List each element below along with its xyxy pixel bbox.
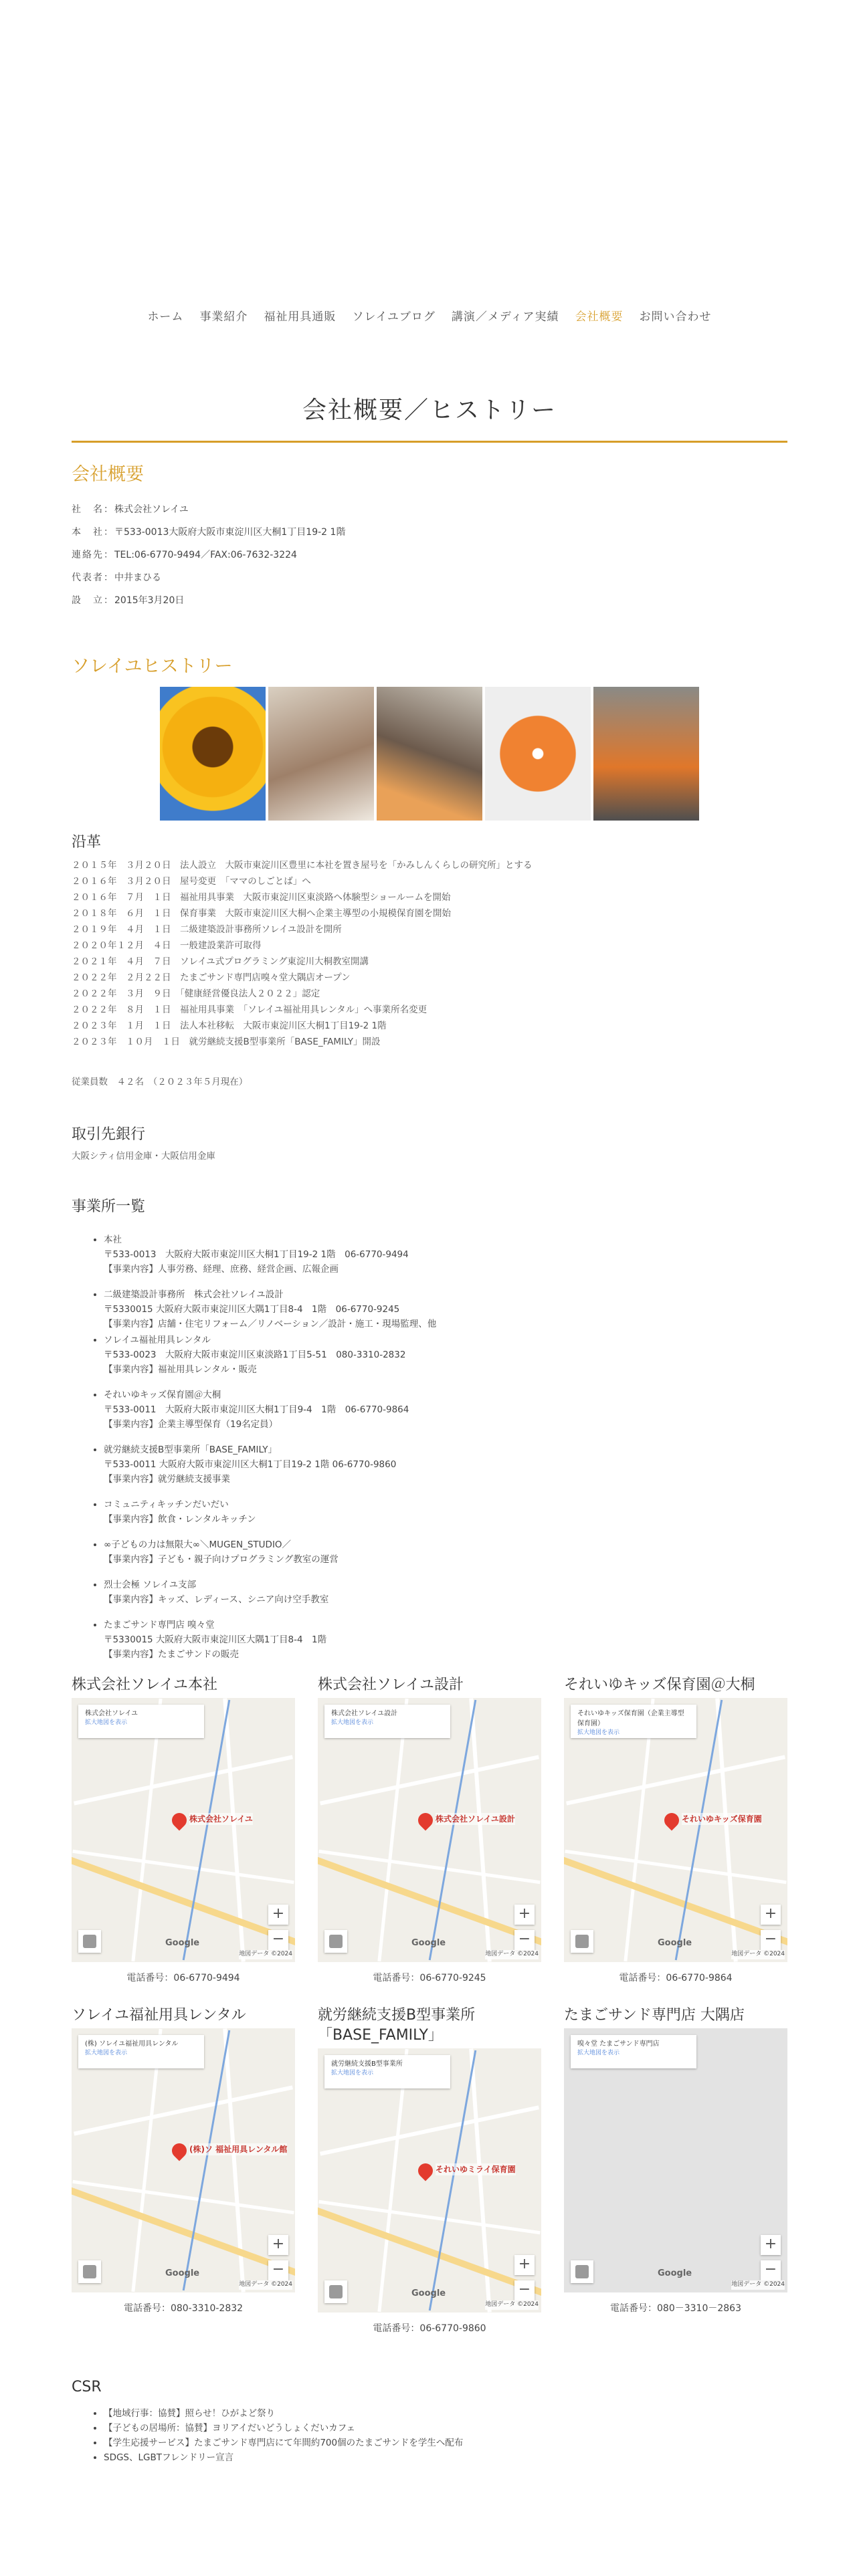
company-row-value: 〒533-0013大阪府大阪市東淀川区大桐1丁目19-2 1階 xyxy=(114,526,346,538)
nav-item-2[interactable]: 福祉用具通販 xyxy=(264,310,337,324)
office-name: • 烈士会極 ソレイユ支部 xyxy=(104,1579,197,1590)
office-detail: 【事業内容】就労継続支援事業 xyxy=(104,1473,230,1485)
map-road xyxy=(72,2179,294,2214)
office-name: • 二級建築設計事務所 株式会社ソレイユ設計 xyxy=(104,1289,284,1300)
kids-drawing-photo xyxy=(268,687,374,821)
rail-line xyxy=(429,1699,477,1960)
google-logo: Google xyxy=(658,2268,692,2278)
map-road xyxy=(72,1855,295,1948)
office-item xyxy=(104,1578,787,1607)
company-row-value: TEL:06-6770-9494／FAX:06-7632-3224 xyxy=(114,549,297,560)
google-logo: Google xyxy=(411,1938,446,1948)
rail-line xyxy=(183,2030,231,2290)
office-detail: 【事業内容】福祉用具レンタル・販売 xyxy=(104,1364,257,1375)
csr-item: • 【地域行事：協賛】照らせ！ひがよど祭り xyxy=(104,2406,787,2421)
map-road xyxy=(320,1755,539,1805)
company-row xyxy=(72,589,787,612)
global-nav xyxy=(0,304,859,331)
view-larger-map-link[interactable]: 拡大地図を表示 xyxy=(85,2049,128,2056)
nav-item-1[interactable]: 事業紹介 xyxy=(199,310,248,324)
office-name: • コミュニティキッチンだいだい xyxy=(104,1499,229,1510)
top-header-space xyxy=(0,0,859,304)
map-infobox-title: 株式会社ソレイユ xyxy=(85,1709,138,1717)
office-detail: 【事業内容】たまごサンドの販売 xyxy=(104,1648,239,1660)
embedded-map[interactable] xyxy=(564,1698,787,1962)
map-infobox xyxy=(78,1705,204,1738)
map-attribution: 地図データ ©2024 xyxy=(731,2280,785,2290)
company-info xyxy=(72,498,787,612)
office-name: • ソレイユ福祉用具レンタル xyxy=(104,1334,211,1346)
office-item xyxy=(104,1442,787,1487)
company-row-key: 設 立： xyxy=(72,595,114,606)
history-line: ２０２０年１２月 ４日 一般建設業許可取得 xyxy=(72,940,262,951)
view-larger-map-link[interactable]: 拡大地図を表示 xyxy=(331,2069,374,2076)
office-detail: 【事業内容】飲食・レンタルキッチン xyxy=(104,1513,256,1525)
map-card xyxy=(564,2006,787,2336)
map-road xyxy=(74,2085,293,2135)
company-row xyxy=(72,521,787,544)
company-row xyxy=(72,566,787,589)
enkaku-title: 沿革 xyxy=(72,834,102,851)
map-card-title: それいゆキッズ保育園＠大桐 xyxy=(564,1676,755,1693)
office-detail: 〒533-0023 大阪府大阪市東淀川区東淡路1丁目5-51 080-3310-2832 xyxy=(104,1349,406,1360)
map-infobox-title: 就労継続支援B型事業所 xyxy=(331,2060,403,2068)
zoom-in-button[interactable]: + xyxy=(268,2235,288,2255)
map-road xyxy=(318,1849,540,1883)
office-detail: 〒5330015 大阪府大阪市東淀川区大隅1丁目8-4 1階 06-6770-9245 xyxy=(104,1303,400,1315)
employees-count: 従業員数 ４２名 （２０２３年５月現在） xyxy=(72,1077,248,1087)
company-row-value: 株式会社ソレイユ xyxy=(114,504,189,515)
office-item xyxy=(104,1232,787,1277)
street-view-icon[interactable] xyxy=(324,1930,347,1953)
map-infobox xyxy=(78,2035,204,2068)
office-name: • 本社 xyxy=(104,1234,122,1245)
rail-line xyxy=(675,1699,723,1960)
map-phone: 電話番号：080-3310-2832 xyxy=(123,2302,244,2314)
street-view-icon[interactable] xyxy=(571,2260,593,2283)
zoom-out-button[interactable]: − xyxy=(514,1930,535,1950)
kids-group-photo xyxy=(593,687,699,821)
office-detail: 〒533-0013 大阪府大阪市東淀川区大桐1丁目19-2 1階 06-6770-9494 xyxy=(104,1249,409,1260)
map-card-title: 株式会社ソレイユ本社 xyxy=(72,1676,218,1693)
map-pin-label[interactable]: それいゆキッズ保育園 xyxy=(682,1814,762,1824)
map-road xyxy=(565,1849,786,1883)
view-larger-map-link[interactable]: 拡大地図を表示 xyxy=(577,1729,620,1736)
office-item xyxy=(104,1287,787,1331)
zoom-in-button[interactable]: + xyxy=(514,2255,535,2275)
map-phone: 電話番号：06-6770-9864 xyxy=(619,1972,733,1983)
map-attribution: 地図データ ©2024 xyxy=(485,2300,539,2310)
office-name: • 就労継続支援B型事業所「BASE_FAMILY」 xyxy=(104,1444,277,1455)
company-row-key: 連絡先： xyxy=(72,549,114,560)
google-logo: Google xyxy=(658,1938,692,1948)
map-phone: 電話番号：06-6770-9860 xyxy=(373,2323,486,2334)
map-road xyxy=(318,2199,540,2234)
map-road xyxy=(72,1849,294,1883)
view-larger-map-link[interactable]: 拡大地図を表示 xyxy=(577,2049,620,2056)
clock-craft-photo xyxy=(485,687,591,821)
history-line: ２０１６年 ７月 １日 福祉用具事業 大阪市東淀川区東淡路へ体験型ショールームを開始 xyxy=(72,892,451,903)
map-road xyxy=(564,1855,787,1948)
map-attribution: 地図データ ©2024 xyxy=(239,2280,292,2290)
history-line: ２０２２年 ３月 ９日 「健康経営優良法人２０２２」認定 xyxy=(72,988,320,999)
embedded-map[interactable] xyxy=(318,1698,541,1962)
map-card-title: 就労継続支援B型事業所「BASE_FAMILY」 xyxy=(318,2006,476,2044)
map-attribution: 地図データ ©2024 xyxy=(239,1950,292,1959)
company-row-key: 本 社： xyxy=(72,526,114,538)
history-list xyxy=(72,857,787,1050)
embedded-map[interactable] xyxy=(72,2028,295,2292)
office-name: • ∞子どもの力は無限大∞＼MUGEN_STUDIO／ xyxy=(104,1539,292,1550)
history-line: ２０２１年 ４月 ７日 ソレイユ式プログラミング東淀川大桐教室開講 xyxy=(72,956,369,967)
sunflower-photo xyxy=(160,687,266,821)
office-item xyxy=(104,1497,787,1527)
map-pin-label[interactable]: (株)ソ 福祉用具レンタル館 xyxy=(189,2144,288,2154)
map-pin-icon[interactable] xyxy=(415,2160,436,2181)
embedded-map[interactable] xyxy=(564,2028,787,2292)
map-infobox-title: 株式会社ソレイユ設計 xyxy=(331,1709,398,1717)
map-infobox-title: 嗅々堂 たまごサンド専門店 xyxy=(577,2040,660,2048)
history-gallery xyxy=(72,687,787,821)
office-item xyxy=(104,1388,787,1432)
company-row-key: 社 名： xyxy=(72,504,114,515)
map-pin-icon[interactable] xyxy=(661,1810,682,1830)
csr-item: • SDGS、LGBTフレンドリー宣言 xyxy=(104,2450,787,2465)
map-card xyxy=(564,1675,787,1985)
nav-item-0[interactable]: ホーム xyxy=(147,310,184,324)
map-card-title: たまごサンド専門店 大隅店 xyxy=(564,2006,745,2024)
company-row xyxy=(72,498,787,521)
office-list xyxy=(72,1232,787,1662)
zoom-in-button[interactable]: + xyxy=(761,2235,781,2255)
nav-item-4[interactable]: 講演／メディア実績 xyxy=(451,310,559,324)
office-detail: 【事業内容】店舗・住宅リフォーム／リノベーション／設計・施工・現場監理、他 xyxy=(104,1318,437,1329)
nav-item-5[interactable]: 会社概要 xyxy=(575,310,624,324)
google-logo: Google xyxy=(411,2288,446,2298)
map-road xyxy=(566,1755,785,1805)
office-item xyxy=(104,1618,787,1662)
map-card-title: 株式会社ソレイユ設計 xyxy=(318,1676,464,1693)
map-infobox-title: (株) ソレイユ福祉用具レンタル xyxy=(85,2040,179,2048)
view-larger-map-link[interactable]: 拡大地図を表示 xyxy=(331,1719,374,1726)
map-pin-label[interactable]: 株式会社ソレイユ設計 xyxy=(436,1814,515,1824)
office-detail: 〒533-0011 大阪府大阪市東淀川区大桐1丁目19-2 1階 06-6770-9860 xyxy=(104,1459,397,1470)
csr-title: CSR xyxy=(72,2378,102,2395)
embedded-map[interactable] xyxy=(72,1698,295,1962)
zoom-out-button[interactable]: − xyxy=(761,2260,781,2280)
street-view-icon[interactable] xyxy=(78,1930,101,1953)
map-infobox xyxy=(324,2055,450,2088)
teacher-kids-photo xyxy=(377,687,482,821)
history-line: ２０１５年 ３月２０日 法人設立 大阪市東淀川区豊里に本社を置き屋号を「かみしんくらしの研究所」とする xyxy=(72,860,533,871)
zoom-out-button[interactable]: − xyxy=(761,1930,781,1950)
company-row xyxy=(72,544,787,566)
page-title: 会社概要／ヒストリー xyxy=(72,393,787,443)
map-phone: 電話番号：06-6770-9245 xyxy=(373,1972,486,1983)
view-larger-map-link[interactable]: 拡大地図を表示 xyxy=(85,1719,128,1726)
banks-text: 大阪シティ信用金庫・大阪信用金庫 xyxy=(72,1151,215,1162)
office-detail: 【事業内容】人事労務、経理、庶務、経営企画、広報企画 xyxy=(104,1263,339,1275)
map-pin-icon[interactable] xyxy=(169,2140,189,2161)
zoom-out-button[interactable]: − xyxy=(268,2260,288,2280)
office-detail: 【事業内容】キッズ、レディース、シニア向け空手教室 xyxy=(104,1594,329,1605)
office-detail: 〒5330015 大阪府大阪市東淀川区大隅1丁目8-4 1階 xyxy=(104,1634,327,1645)
zoom-in-button[interactable]: + xyxy=(761,1905,781,1925)
offices-title: 事業所一覧 xyxy=(72,1198,146,1215)
history-line: ２０１９年 ４月 １日 二級建築設計事務所ソレイユ設計を開所 xyxy=(72,924,342,935)
zoom-out-button[interactable]: − xyxy=(268,1930,288,1950)
map-pin-label[interactable]: それいゆミライ保育園 xyxy=(436,2164,516,2174)
zoom-in-button[interactable]: + xyxy=(268,1905,288,1925)
street-view-icon[interactable] xyxy=(324,2280,347,2303)
rail-line xyxy=(429,2050,477,2311)
map-infobox xyxy=(571,2035,696,2068)
google-logo: Google xyxy=(165,2268,200,2278)
map-card xyxy=(318,1675,541,1985)
zoom-out-button[interactable]: − xyxy=(514,2280,535,2300)
street-view-icon[interactable] xyxy=(78,2260,101,2283)
office-detail: 〒533-0011 大阪府大阪市東淀川区大桐1丁目9-4 1階 06-6770-9864 xyxy=(104,1404,409,1415)
history-line: ２０１８年 ６月 １日 保育事業 大阪市東淀川区大桐へ企業主導型の小規模保育園を開始 xyxy=(72,908,451,919)
map-infobox xyxy=(324,1705,450,1738)
street-view-icon[interactable] xyxy=(571,1930,593,1953)
map-card xyxy=(72,1675,295,1985)
company-heading: 会社概要 xyxy=(72,464,144,485)
history-line: ２０２２年 ２月２２日 たまごサンド専門店嗅々堂大隅店オープン xyxy=(72,972,351,983)
office-item xyxy=(104,1333,787,1377)
maps-grid xyxy=(72,1675,787,2336)
history-heading: ソレイユヒストリー xyxy=(72,655,233,677)
zoom-in-button[interactable]: + xyxy=(514,1905,535,1925)
embedded-map[interactable] xyxy=(318,2048,541,2313)
map-road xyxy=(320,2105,539,2155)
main-content xyxy=(72,331,787,2465)
nav-item-3[interactable]: ソレイユブログ xyxy=(352,310,436,324)
map-infobox-title: それいゆキッズ保育園（企業主導型保育園） xyxy=(577,1709,684,1727)
map-card-title: ソレイユ福祉用具レンタル xyxy=(72,2006,246,2024)
map-attribution: 地図データ ©2024 xyxy=(731,1950,785,1959)
map-road xyxy=(72,2185,295,2278)
office-name: • たまごサンド専門店 嗅々堂 xyxy=(104,1619,215,1630)
nav-item-6[interactable]: お問い合わせ xyxy=(639,310,712,324)
office-name: • それいゆキッズ保育園＠大桐 xyxy=(104,1389,221,1400)
map-card xyxy=(318,2006,541,2336)
map-road xyxy=(318,1855,541,1948)
csr-item: • 【子どもの居場所：協賛】ヨリアイだいどうしょくだいカフェ xyxy=(104,2421,787,2436)
rail-line xyxy=(183,1699,231,1960)
history-line: ２０１６年 ３月２０日 屋号変更 「ママのしごとば」へ xyxy=(72,876,311,887)
history-line: ２０２３年 １月 １日 法人本社移転 大阪市東淀川区大桐1丁目19-2 1階 xyxy=(72,1021,387,1031)
history-line: ２０２３年 １０月 １日 就労継続支援B型事業所「BASE_FAMILY」開設 xyxy=(72,1037,381,1047)
map-phone: 電話番号：06-6770-9494 xyxy=(126,1972,240,1983)
office-detail: 【事業内容】企業主導型保育（19名定員） xyxy=(104,1418,278,1430)
map-infobox xyxy=(571,1705,696,1738)
map-road xyxy=(74,1755,293,1805)
map-pin-label[interactable]: 株式会社ソレイユ xyxy=(189,1814,253,1824)
company-row-key: 代表者： xyxy=(72,572,114,583)
csr-item: • 【学生応援サービス】たまごサンド専門店にて年間約700個のたまごサンドを学生へ配布 xyxy=(104,2436,787,2450)
map-attribution: 地図データ ©2024 xyxy=(485,1950,539,1959)
banks-title: 取引先銀行 xyxy=(72,1126,146,1144)
csr-list xyxy=(72,2406,787,2465)
map-card xyxy=(72,2006,295,2336)
company-row-value: 中井まひる xyxy=(114,572,161,583)
google-logo: Google xyxy=(165,1938,200,1948)
map-pin-icon[interactable] xyxy=(415,1810,436,1830)
office-item xyxy=(104,1537,787,1567)
map-pin-icon[interactable] xyxy=(169,1810,189,1830)
history-line: ２０２２年 ８月 １日 福祉用具事業 「ソレイユ福祉用具レンタル」へ事業所名変更 xyxy=(72,1004,427,1015)
company-row-value: 2015年3月20日 xyxy=(114,595,185,606)
office-detail: 【事業内容】子ども・親子向けプログラミング教室の運営 xyxy=(104,1553,339,1565)
map-phone: 電話番号：080－3310－2863 xyxy=(610,2302,741,2314)
map-road xyxy=(318,2206,541,2298)
